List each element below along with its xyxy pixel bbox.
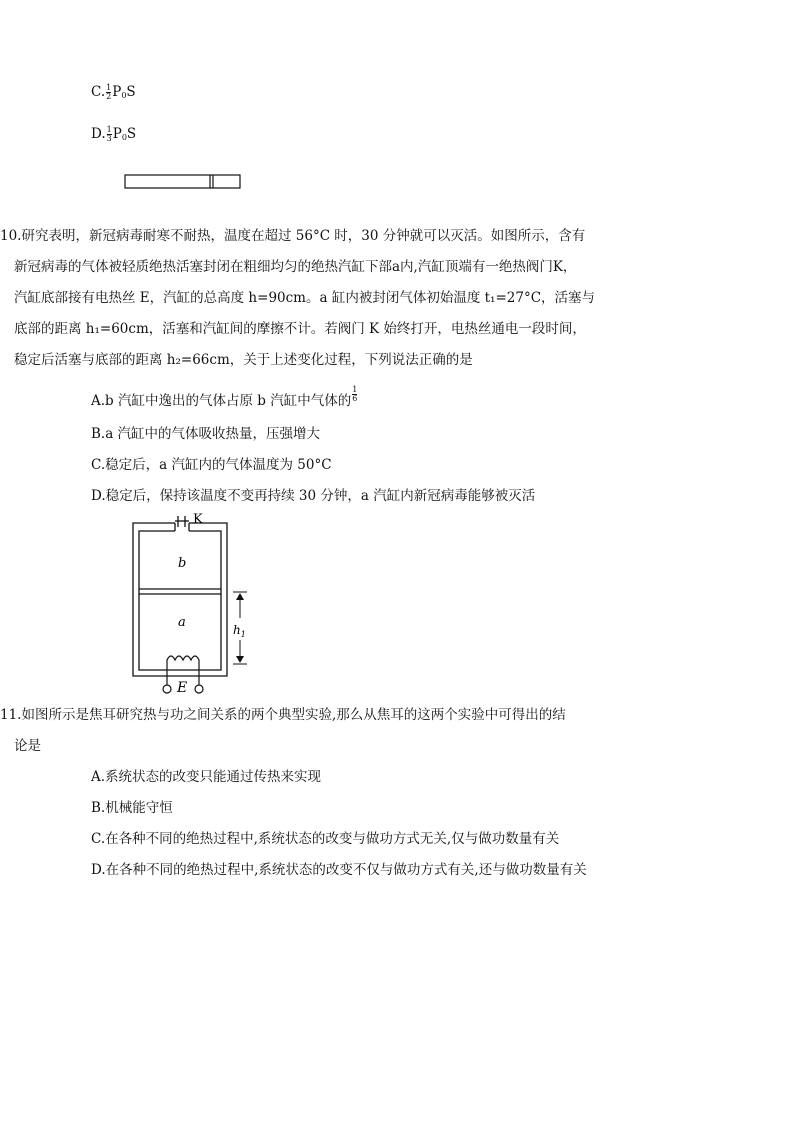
tube-figure <box>124 173 244 191</box>
label-a: a <box>178 615 186 630</box>
q10-option-a: A.b 汽缸中逸出的气体占原 b 汽缸中气体的 $\frac{1}{6}$ <box>91 385 358 409</box>
heater-coil-icon <box>167 656 199 670</box>
label-h1: $h_1$ <box>233 623 246 639</box>
fraction: $\frac{1}{3}$ <box>106 125 112 143</box>
q10-option-b: B.a 汽缸中的气体吸收热量，压强增大 <box>91 426 321 442</box>
label-e: E <box>177 680 188 696</box>
label-b: b <box>178 556 187 571</box>
q11-option-c: C.在各种不同的绝热过程中,系统状态的改变与做功方式无关,仅与做功数量有关 <box>91 831 560 847</box>
q9-option-d: D. $\frac{1}{3}$ $P_0S$ <box>91 125 137 143</box>
q11-option-b: B.机械能守恒 <box>91 800 173 816</box>
q10-option-d: D.稳定后，保持该温度不变再持续 30 分钟，a 汽缸内新冠病毒能够被灭活 <box>91 488 536 504</box>
q11-option-d: D.在各种不同的绝热过程中,系统状态的改变不仅与做功方式有关,还与做功数量有关 <box>91 862 587 878</box>
q11-option-a: A.系统状态的改变只能通过传热来实现 <box>91 769 322 785</box>
fraction: $\frac{1}{6}$ <box>352 385 358 403</box>
q10-option-c: C.稳定后，a 汽缸内的气体温度为 50°C <box>91 457 332 473</box>
cylinder-figure <box>125 508 265 696</box>
q9-option-c: C. $\frac{1}{2}$ $P_0S$ <box>91 83 136 101</box>
label-k: K <box>193 512 203 527</box>
fraction: $\frac{1}{2}$ <box>106 83 112 101</box>
